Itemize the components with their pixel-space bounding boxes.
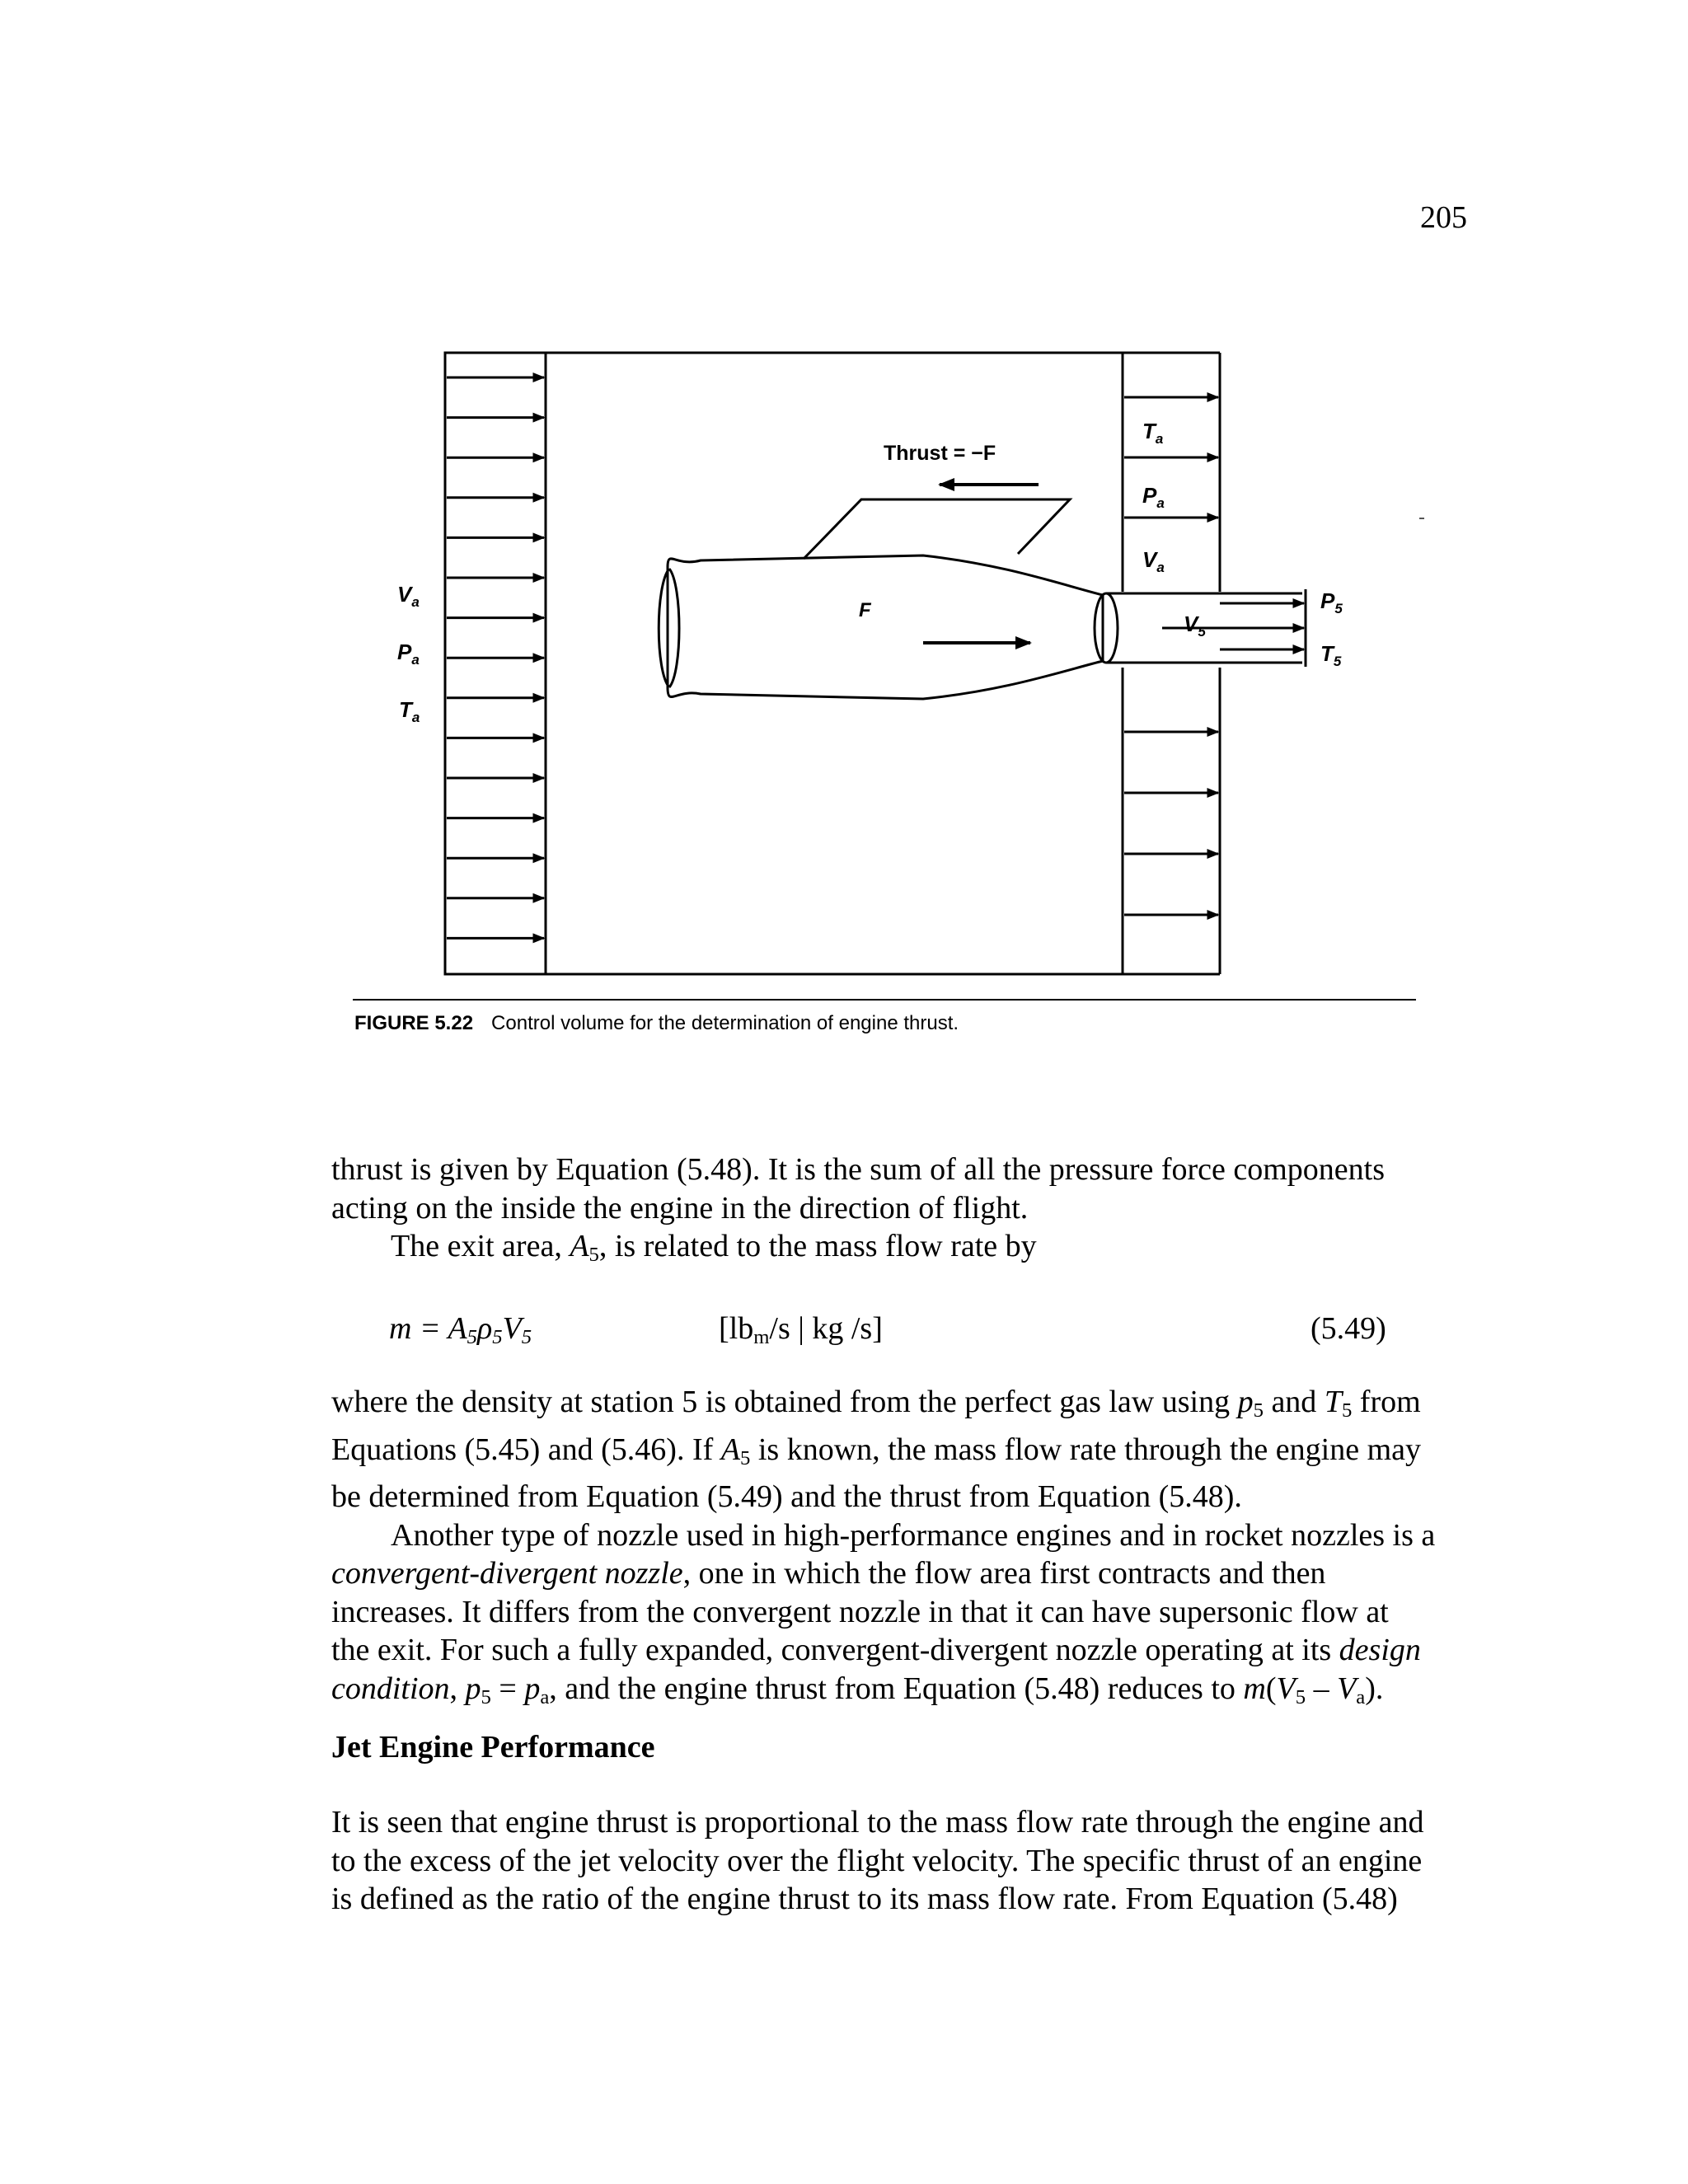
inlet-pressure-label: $P_a$: [397, 640, 420, 668]
text-line: is defined as the ratio of the engine thrust to its mass flow rate. From Equation (5.48): [331, 1882, 1398, 1916]
inlet-velocity-label: $V_a$: [397, 582, 420, 610]
figure-number: FIGURE 5.22: [354, 1012, 474, 1034]
text-line: condition, $p_5 = p_a$, and the engine thrust from Equation (5.48) reduces to $m(V_5 - V_a)$.: [331, 1671, 1384, 1709]
text-line: convergent-divergent nozzle, one in which the flow area first contracts and then: [331, 1556, 1326, 1591]
jet-velocity-label: $V_5$: [1184, 612, 1206, 640]
page-number: 205: [1420, 200, 1467, 235]
text-line: thrust is given by Equation (5.48). It is the sum of all the pressure force components: [331, 1152, 1386, 1187]
engine-pylon: [804, 499, 1070, 559]
control-volume-figure: [346, 338, 1343, 989]
outlet-velocity-label: $V_a$: [1142, 547, 1165, 575]
text-line: where the density at station 5 is obtained from the perfect gas law using $p_5$ and $T_5$ from: [331, 1385, 1421, 1422]
text-line: acting on the inside the engine in the direction of flight.: [331, 1190, 1029, 1226]
equation-number: (5.49): [1311, 1311, 1386, 1346]
text-line: Another type of nozzle used in high-performance engines and in rocket nozzles is a: [391, 1517, 1436, 1553]
thrust-label: Thrust = −F: [884, 442, 996, 465]
stray-mark: [1419, 518, 1424, 519]
equation-units: [$lb_m/s$ | kg /s]: [719, 1311, 883, 1349]
exit-temperature-label: $T_5$: [1320, 641, 1342, 669]
equation-5-49: [331, 1310, 1485, 1352]
figure-caption: [354, 1012, 959, 1035]
text-line: The exit area, $A_5$, is related to the mass flow rate by: [391, 1229, 1037, 1267]
inlet-plane-box: [445, 353, 546, 974]
equation-lhs: $m = A_5\rho_5V_5$: [389, 1311, 532, 1349]
figure-caption-text: Control volume for the determination of engine thrust.: [491, 1012, 959, 1034]
text-line: Equations (5.45) and (5.46). If $A_5$ is known, the mass flow rate through the engine may: [331, 1432, 1422, 1469]
text-line: the exit. For such a fully expanded, convergent-divergent nozzle operating at its design: [331, 1633, 1421, 1668]
figure-rule: [353, 999, 1416, 1001]
force-label: F: [859, 599, 871, 621]
text-line: It is seen that engine thrust is proportional to the mass flow rate through the engine and: [331, 1805, 1424, 1840]
outlet-pressure-label: $P_a$: [1142, 483, 1165, 511]
engine-nacelle: [659, 499, 1302, 699]
text-line: be determined from Equation (5.49) and the thrust from Equation (5.48).: [331, 1479, 1242, 1515]
paragraph-1: [331, 1151, 1485, 1275]
paragraph-4: [331, 1803, 1485, 1919]
paragraph-2: [331, 1383, 1485, 1718]
text-line: increases. It differs from the convergent nozzle in that it can have supersonic flow at: [331, 1594, 1389, 1629]
inlet-temperature-label: $T_a$: [399, 697, 420, 725]
exit-pressure-label: $P_5$: [1320, 588, 1343, 616]
outlet-temperature-label: $T_a$: [1142, 419, 1164, 447]
text-line: to the excess of the jet velocity over the flight velocity. The specific thrust of an engine: [331, 1843, 1423, 1878]
section-heading: Jet Engine Performance: [331, 1730, 655, 1765]
